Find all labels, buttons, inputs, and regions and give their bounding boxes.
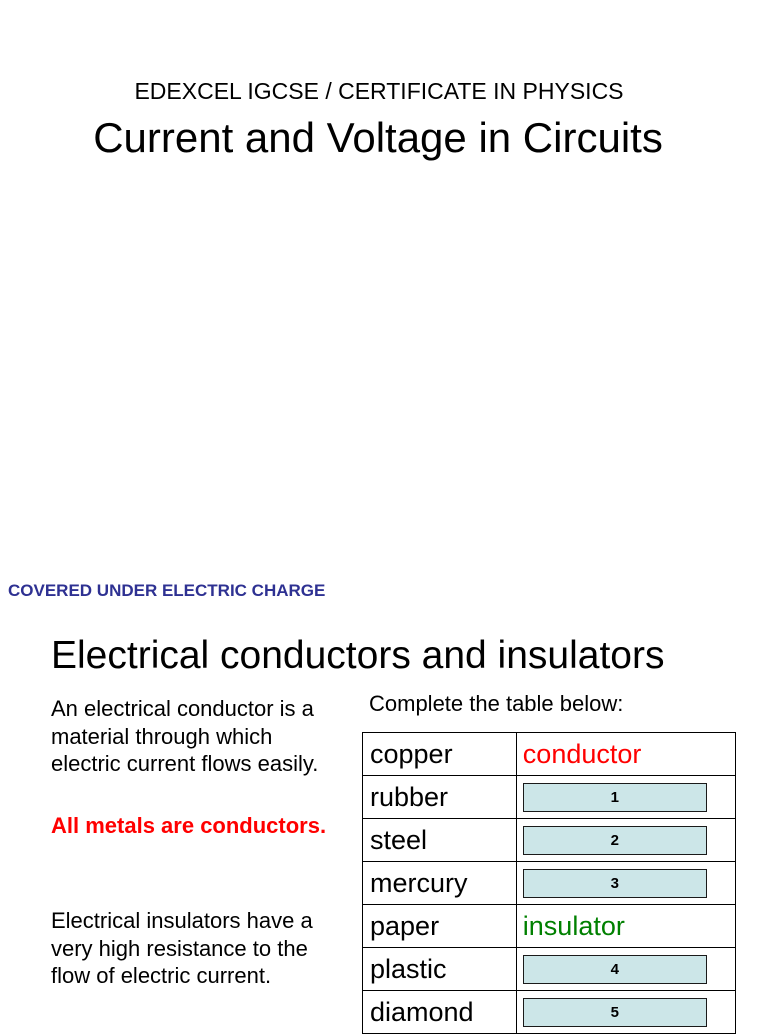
- answer-blank-box[interactable]: 2: [523, 826, 707, 855]
- covered-note: COVERED UNDER ELECTRIC CHARGE: [8, 581, 326, 600]
- answer-blank-box[interactable]: 5: [523, 998, 707, 1027]
- answer-cell: insulator: [516, 905, 735, 948]
- presentation-title: Current and Voltage in Circuits: [93, 114, 663, 161]
- material-cell: copper: [363, 733, 517, 776]
- answer-cell: [516, 776, 735, 819]
- conductor-definition: An electrical conductor is a material through which electric current flows easily.: [51, 696, 319, 776]
- material-cell: diamond: [363, 991, 517, 1034]
- table-row: [363, 991, 736, 1034]
- answer-cell: [516, 948, 735, 991]
- table-row: [363, 905, 736, 948]
- material-cell: mercury: [363, 862, 517, 905]
- answer-cell: [516, 991, 735, 1034]
- course-subtitle: EDEXCEL IGCSE / CERTIFICATE IN PHYSICS: [134, 78, 624, 104]
- answer-cell: [516, 862, 735, 905]
- section-heading: Electrical conductors and insulators: [51, 634, 665, 677]
- answer-blank-box[interactable]: 4: [523, 955, 707, 984]
- materials-table: [362, 732, 736, 1034]
- answer-cell: [516, 819, 735, 862]
- answer-cell: conductor: [516, 733, 735, 776]
- table-row: [363, 776, 736, 819]
- table-instruction: Complete the table below:: [369, 691, 624, 716]
- answer-blank-box[interactable]: 1: [523, 783, 707, 812]
- table-row: [363, 733, 736, 776]
- table-row: [363, 819, 736, 862]
- material-cell: paper: [363, 905, 517, 948]
- material-cell: steel: [363, 819, 517, 862]
- material-cell: rubber: [363, 776, 517, 819]
- metals-statement: All metals are conductors.: [51, 813, 327, 838]
- material-cell: plastic: [363, 948, 517, 991]
- table-row: [363, 862, 736, 905]
- insulator-definition: Electrical insulators have a very high resistance to the flow of electric current.: [51, 908, 313, 988]
- table-row: [363, 948, 736, 991]
- answer-blank-box[interactable]: 3: [523, 869, 707, 898]
